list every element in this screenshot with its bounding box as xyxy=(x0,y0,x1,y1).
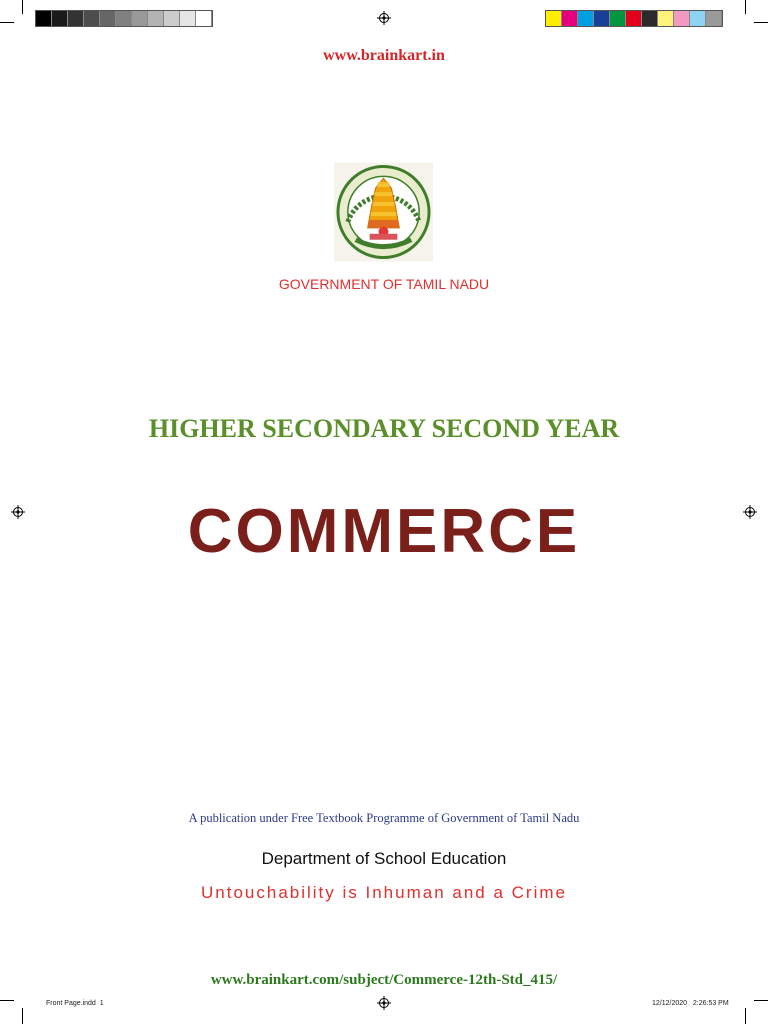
gray-swatch-8 xyxy=(164,11,180,26)
gray-swatch-2 xyxy=(68,11,84,26)
gray-swatch-0 xyxy=(36,11,52,26)
slogan-text: Untouchability is Inhuman and a Crime xyxy=(201,883,567,902)
color-swatch-2 xyxy=(578,11,594,26)
color-swatch-9 xyxy=(690,11,706,26)
bottom-url[interactable]: www.brainkart.com/subject/Commerce-12th-Std_415/ xyxy=(210,972,558,988)
crop-mark-tl-h xyxy=(0,22,14,23)
gray-swatch-7 xyxy=(148,11,164,26)
registration-mark-bottom-icon xyxy=(377,996,391,1010)
subject-title: COMMERCE xyxy=(187,497,581,566)
color-swatch-1 xyxy=(562,11,578,26)
crop-mark-bl-v xyxy=(22,1008,23,1024)
grayscale-color-bar xyxy=(35,10,213,27)
process-color-bar xyxy=(545,10,723,27)
file-label: Front Page.indd 1 xyxy=(46,1000,104,1007)
top-url[interactable]: www.brainkart.in xyxy=(323,47,445,64)
gray-swatch-3 xyxy=(84,11,100,26)
registration-mark-top-icon xyxy=(377,11,391,25)
gray-swatch-4 xyxy=(100,11,116,26)
crop-mark-tl-v xyxy=(22,0,23,14)
crop-mark-br-h xyxy=(754,1000,768,1001)
gray-swatch-6 xyxy=(132,11,148,26)
color-swatch-4 xyxy=(610,11,626,26)
gray-swatch-1 xyxy=(52,11,68,26)
government-label: GOVERNMENT OF TAMIL NADU xyxy=(278,276,490,292)
timestamp-label: 12/12/2020 2:26:53 PM xyxy=(652,1000,729,1007)
gray-swatch-9 xyxy=(180,11,196,26)
gray-swatch-10 xyxy=(196,11,212,26)
color-swatch-6 xyxy=(642,11,658,26)
crop-mark-bl-h xyxy=(0,1000,14,1001)
color-swatch-5 xyxy=(626,11,642,26)
crop-mark-br-v xyxy=(745,1008,746,1024)
color-swatch-0 xyxy=(546,11,562,26)
department-label: Department of School Education xyxy=(261,849,507,868)
gray-swatch-5 xyxy=(116,11,132,26)
color-swatch-8 xyxy=(674,11,690,26)
color-swatch-10 xyxy=(706,11,722,26)
emblem-seal-icon xyxy=(334,162,433,262)
level-heading: HIGHER SECONDARY SECOND YEAR xyxy=(148,414,620,443)
crop-mark-tr-h xyxy=(754,22,768,23)
color-swatch-7 xyxy=(658,11,674,26)
publication-note: A publication under Free Textbook Programme of Government of Tamil Nadu xyxy=(188,811,580,825)
crop-mark-tr-v xyxy=(745,0,746,14)
color-swatch-3 xyxy=(594,11,610,26)
